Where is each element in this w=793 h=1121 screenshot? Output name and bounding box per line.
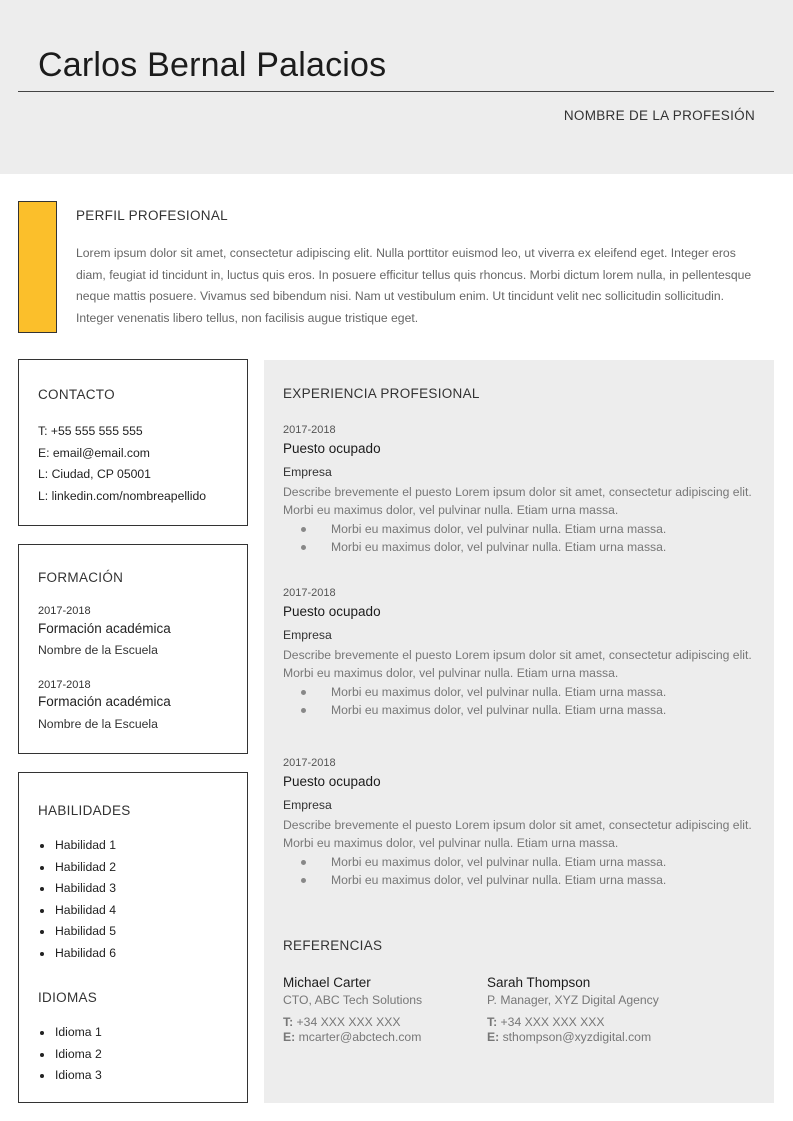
job-title: Puesto ocupado <box>283 604 381 619</box>
list-item: Habilidad 6 <box>38 943 116 965</box>
references-section-title: REFERENCIAS <box>283 938 383 953</box>
list-item: Idioma 3 <box>38 1065 102 1087</box>
reference-email-label: E: <box>487 1030 500 1044</box>
job-years: 2017-2018 <box>283 757 336 769</box>
education-section <box>18 544 248 754</box>
skills-section <box>18 772 248 1103</box>
list-item: Habilidad 5 <box>38 921 116 943</box>
job-entry <box>283 755 758 889</box>
contact-linkedin-value: linkedin.com/nombreapellido <box>51 489 207 503</box>
contact-location-value: Ciudad, CP 05001 <box>51 467 151 481</box>
job-entry <box>283 422 758 556</box>
reference-phone-value: +34 XXX XXX XXX <box>296 1015 401 1029</box>
contact-linkedin-label: L: <box>38 489 49 503</box>
reference-name: Michael Carter <box>283 975 371 990</box>
job-description: Describe brevemente el puesto Lorem ipsum dolor sit amet, consectetur adipiscing elit. Morbi eu maximus dolor, vel pulvinar nulla. Etiam urna massa. <box>283 648 752 680</box>
job-company: Empresa <box>283 465 332 479</box>
job-company: Empresa <box>283 628 332 642</box>
reference-entry <box>487 974 687 1045</box>
contact-section <box>18 359 248 526</box>
contact-location-label: L: <box>38 467 49 481</box>
list-item: Idioma 2 <box>38 1044 102 1066</box>
job-title: Puesto ocupado <box>283 441 381 456</box>
education-school: Nombre de la Escuela <box>38 717 158 731</box>
list-item: Morbi eu maximus dolor, vel pulvinar nulla. Etiam urna massa. <box>283 520 758 538</box>
languages-list <box>38 1022 102 1087</box>
profile-section-title: PERFIL PROFESIONAL <box>76 208 228 223</box>
job-bullets <box>283 853 758 889</box>
reference-phone <box>487 1015 687 1030</box>
reference-role: P. Manager, XYZ Digital Agency <box>487 993 659 1007</box>
reference-email <box>487 1030 687 1045</box>
education-degree: Formación académica <box>38 694 171 709</box>
contact-phone <box>38 424 143 438</box>
contact-email-value: email@email.com <box>52 446 150 460</box>
contact-email <box>38 446 150 460</box>
list-item: Morbi eu maximus dolor, vel pulvinar nulla. Etiam urna massa. <box>283 853 758 871</box>
job-bullets <box>283 683 758 719</box>
profile-summary: Lorem ipsum dolor sit amet, consectetur adipiscing elit. Nulla porttitor euismod leo, ut viverra ex eleifend eget. Integer eros diam, feugiat id tincidunt in, luctus quis eros. In posuere efficitur tellus quis rhoncus. Morbi dictum lorem nulla, in pellentesque neque mattis posuere. Vivamus sed bibendum nisi. Nam ut vestibulum enim. Ut tincidunt velit nec sollicitudin sollicitudin. Integer venenatis libero tellus, non facilisis augue tristique eget. <box>76 246 752 326</box>
experience-section-title: EXPERIENCIA PROFESIONAL <box>283 386 480 401</box>
contact-email-label: E: <box>38 446 50 460</box>
reference-phone-value: +34 XXX XXX XXX <box>500 1015 605 1029</box>
skills-section-title: HABILIDADES <box>38 803 131 818</box>
contact-phone-label: T: <box>38 424 48 438</box>
job-company: Empresa <box>283 798 332 812</box>
job-bullets <box>283 520 758 556</box>
skills-list <box>38 835 116 965</box>
list-item: Habilidad 1 <box>38 835 116 857</box>
reference-email-value: sthompson@xyzdigital.com <box>502 1030 652 1044</box>
reference-email <box>283 1030 483 1045</box>
experience-panel <box>264 360 774 1103</box>
reference-entry <box>283 974 483 1045</box>
reference-name: Sarah Thompson <box>487 975 591 990</box>
reference-phone <box>283 1015 483 1030</box>
education-years: 2017-2018 <box>38 679 91 691</box>
list-item: Idioma 1 <box>38 1022 102 1044</box>
reference-phone-label: T: <box>283 1015 294 1029</box>
profession-title: NOMBRE DE LA PROFESIÓN <box>563 108 755 123</box>
education-years: 2017-2018 <box>38 605 91 617</box>
list-item: Morbi eu maximus dolor, vel pulvinar nulla. Etiam urna massa. <box>283 871 758 889</box>
list-item: Habilidad 2 <box>38 857 116 879</box>
list-item: Morbi eu maximus dolor, vel pulvinar nulla. Etiam urna massa. <box>283 538 758 556</box>
education-school: Nombre de la Escuela <box>38 643 158 657</box>
job-description: Describe brevemente el puesto Lorem ipsum dolor sit amet, consectetur adipiscing elit. Morbi eu maximus dolor, vel pulvinar nulla. Etiam urna massa. <box>283 818 752 850</box>
list-item: Morbi eu maximus dolor, vel pulvinar nulla. Etiam urna massa. <box>283 701 758 719</box>
header-divider <box>18 91 774 92</box>
contact-linkedin <box>38 489 206 503</box>
header-band <box>0 0 793 174</box>
job-entry <box>283 585 758 719</box>
contact-location <box>38 467 151 481</box>
contact-section-title: CONTACTO <box>38 387 115 402</box>
education-degree: Formación académica <box>38 621 171 636</box>
education-section-title: FORMACIÓN <box>38 570 124 585</box>
job-description: Describe brevemente el puesto Lorem ipsum dolor sit amet, consectetur adipiscing elit. Morbi eu maximus dolor, vel pulvinar nulla. Etiam urna massa. <box>283 485 752 517</box>
job-title: Puesto ocupado <box>283 774 381 789</box>
reference-email-value: mcarter@abctech.com <box>298 1030 422 1044</box>
job-years: 2017-2018 <box>283 587 336 599</box>
languages-section-title: IDIOMAS <box>38 990 98 1005</box>
list-item: Morbi eu maximus dolor, vel pulvinar nulla. Etiam urna massa. <box>283 683 758 701</box>
accent-bar <box>18 201 57 333</box>
job-years: 2017-2018 <box>283 424 336 436</box>
reference-email-label: E: <box>283 1030 296 1044</box>
candidate-name: Carlos Bernal Palacios <box>38 46 387 84</box>
reference-phone-label: T: <box>487 1015 498 1029</box>
contact-phone-value: +55 555 555 555 <box>50 424 143 438</box>
list-item: Habilidad 3 <box>38 878 116 900</box>
reference-role: CTO, ABC Tech Solutions <box>283 993 423 1007</box>
list-item: Habilidad 4 <box>38 900 116 922</box>
